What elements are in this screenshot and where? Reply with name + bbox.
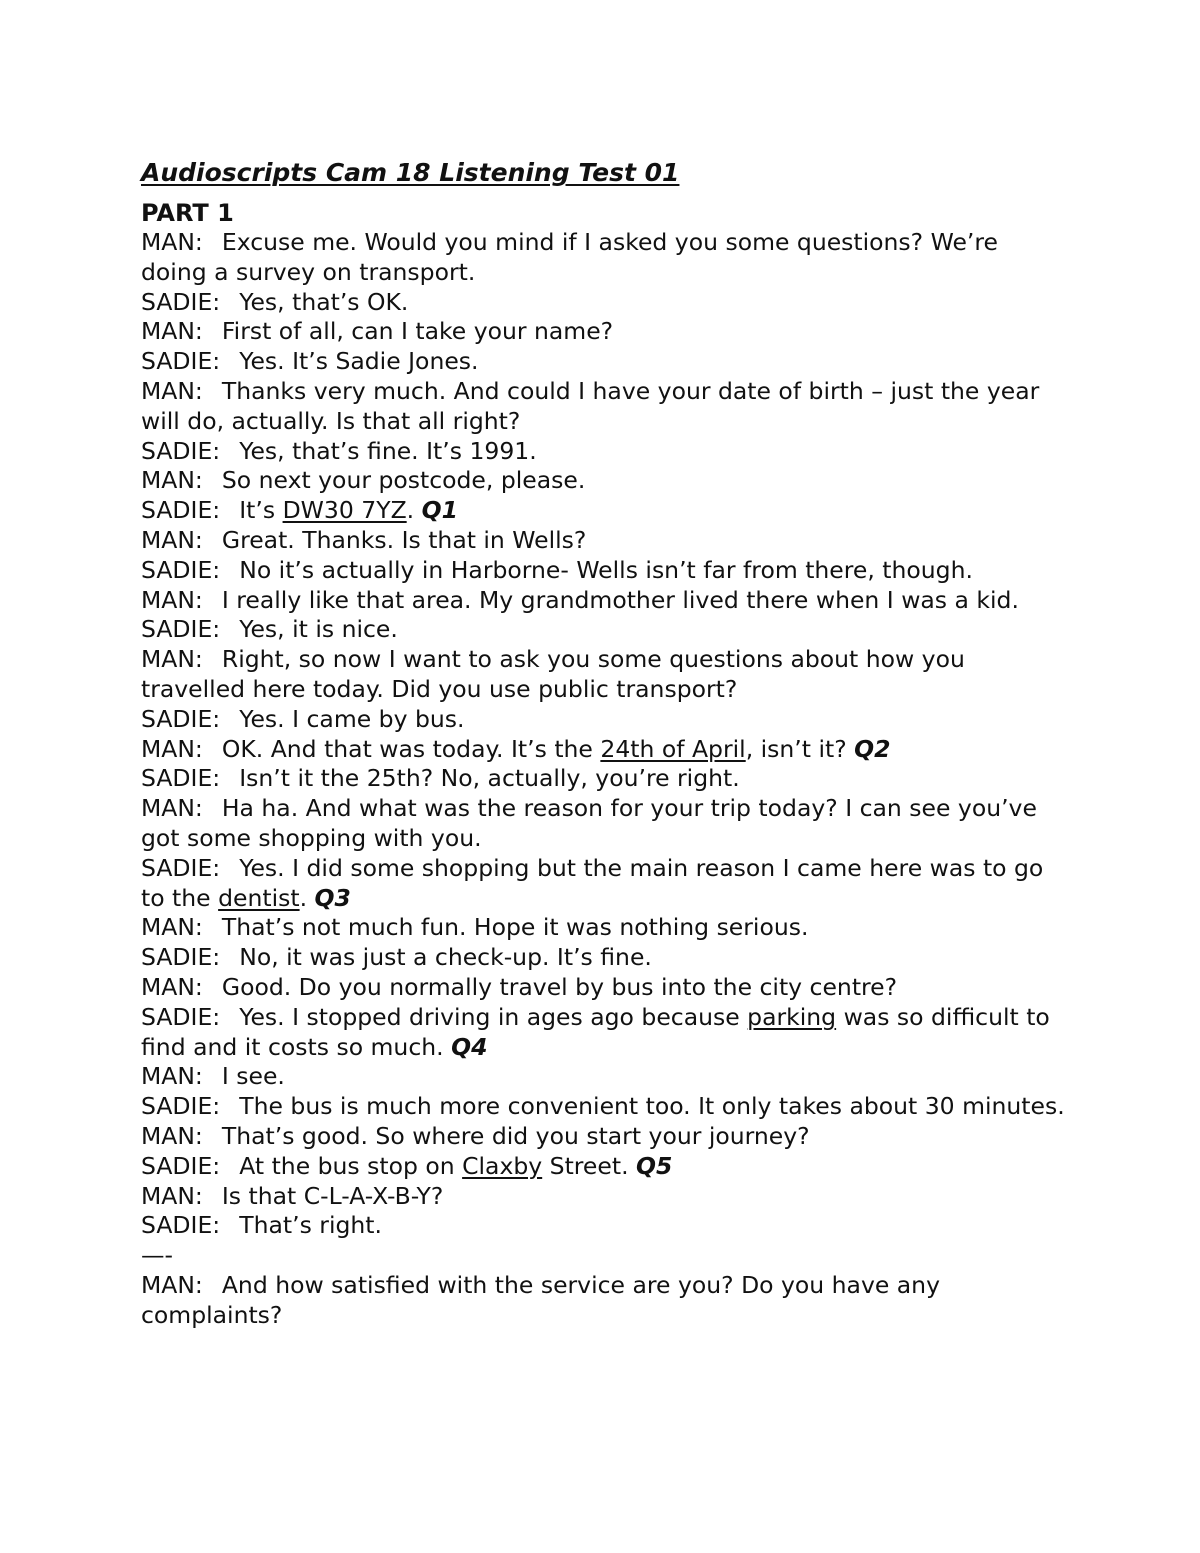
dialogue-line xyxy=(141,1152,1071,1182)
speaker-label: SADIE: xyxy=(141,1211,221,1240)
speaker-label: SADIE: xyxy=(141,853,221,882)
dialogue-line xyxy=(141,556,1071,586)
line-text: I see. xyxy=(221,1062,285,1091)
line-text: was so difficult to find and it costs so much. xyxy=(141,1002,1050,1061)
answer-text: 24th of April xyxy=(600,734,746,763)
speaker-label: SADIE: xyxy=(141,1151,221,1180)
dialogue-line xyxy=(141,854,1071,914)
speaker-label: MAN: xyxy=(141,228,203,256)
speaker-label: MAN: xyxy=(141,585,203,614)
speaker-label: SADIE: xyxy=(141,764,221,793)
speaker-label: SADIE: xyxy=(141,436,221,465)
dialogue-line xyxy=(141,705,1071,735)
dialogue-line xyxy=(141,764,1071,794)
speaker-label: SADIE: xyxy=(141,615,221,644)
line-text: Good. Do you normally travel by bus into the city centre? xyxy=(221,972,898,1001)
line-text: Ha ha. And what was the reason for your trip today? I can see you’ve got some shopping with you. xyxy=(141,794,1037,852)
line-text: , isn’t it? xyxy=(745,734,855,763)
speaker-label: SADIE: xyxy=(141,1002,221,1031)
dialogue-line xyxy=(141,437,1071,467)
speaker-label: MAN: xyxy=(141,913,203,942)
dialogue-line xyxy=(141,526,1071,556)
line-text: OK. And that was today. It’s the xyxy=(221,734,601,763)
part-heading: PART 1 xyxy=(141,199,234,227)
answer-text: Claxby xyxy=(462,1151,543,1180)
dialogue-line xyxy=(141,973,1071,1003)
line-text: Yes, that’s OK. xyxy=(239,287,409,316)
line-text: Yes. I did some shopping but the main reason I came here was to go to the xyxy=(141,853,1044,912)
line-text: Thanks very much. And could I have your date of birth – just the year will do, actually. Is that all right? xyxy=(141,376,1040,435)
dialogue-line xyxy=(141,288,1071,318)
dialogue-line xyxy=(141,913,1071,943)
line-text: That’s not much fun. Hope it was nothing serious. xyxy=(221,913,809,942)
dialogue-line xyxy=(141,943,1071,973)
question-marker: Q2 xyxy=(854,734,891,763)
line-text: It’s xyxy=(239,496,283,525)
line-text: I really like that area. My grandmother lived there when I was a kid. xyxy=(221,585,1019,614)
answer-text: parking xyxy=(747,1002,837,1031)
line-text: And how satisfied with the service are you? Do you have any complaints? xyxy=(141,1270,940,1329)
speaker-label: MAN: xyxy=(141,525,203,554)
line-text: Isn’t it the 25th? No, actually, you’re right. xyxy=(239,764,740,793)
dialogue-line xyxy=(141,1003,1071,1063)
line-text: No it’s actually in Harborne- Wells isn’t far from there, though. xyxy=(239,555,973,584)
dialogue-line xyxy=(141,794,1071,854)
answer-text: DW30 7YZ xyxy=(282,496,407,525)
speaker-label: SADIE: xyxy=(141,347,221,376)
dialogue-line xyxy=(141,496,1071,526)
speaker-label: MAN: xyxy=(141,972,203,1001)
line-text: The bus is much more convenient too. It only takes about 30 minutes. xyxy=(239,1092,1065,1121)
line-text: Right, so now I want to ask you some questions about how you travelled here today. Did you use public transport? xyxy=(141,645,965,703)
line-text: Yes. I stopped driving in ages ago because xyxy=(239,1002,748,1031)
speaker-label: SADIE: xyxy=(141,943,221,972)
dialogue-line xyxy=(141,228,1071,288)
dialogue-line xyxy=(141,735,1071,765)
dialogue-line xyxy=(141,1062,1071,1092)
line-text: Great. Thanks. Is that in Wells? xyxy=(221,525,587,554)
dialogue-line xyxy=(141,615,1071,645)
line-text: So next your postcode, please. xyxy=(221,466,586,495)
dialogue-line xyxy=(141,586,1071,616)
section-separator: —- xyxy=(141,1241,173,1270)
question-marker: Q5 xyxy=(636,1151,673,1180)
dialogue-line xyxy=(141,1122,1071,1152)
question-marker: Q4 xyxy=(451,1032,488,1061)
speaker-label: MAN: xyxy=(141,317,203,346)
line-text: That’s right. xyxy=(239,1211,382,1240)
speaker-label: MAN: xyxy=(141,1062,203,1091)
line-text: First of all, can I take your name? xyxy=(221,317,614,346)
dialogue-line xyxy=(141,347,1071,377)
line-text: Yes. I came by bus. xyxy=(239,704,465,733)
speaker-label: MAN: xyxy=(141,1270,203,1299)
speaker-label: MAN: xyxy=(141,794,203,823)
line-text: That’s good. So where did you start your journey? xyxy=(221,1121,810,1150)
line-text: Street. xyxy=(542,1151,637,1180)
question-marker: Q1 xyxy=(421,496,458,525)
speaker-label: SADIE: xyxy=(141,496,221,525)
speaker-label: SADIE: xyxy=(141,555,221,584)
answer-text: dentist xyxy=(218,883,300,912)
line-text: Yes. It’s Sadie Jones. xyxy=(239,347,479,376)
line-text: Yes, that’s fine. It’s 1991. xyxy=(239,436,537,465)
line-text: . xyxy=(406,496,422,525)
dialogue-line xyxy=(141,645,1071,705)
question-marker: Q3 xyxy=(314,883,351,912)
speaker-label: SADIE: xyxy=(141,704,221,733)
line-text: Excuse me. Would you mind if I asked you some questions? We’re doing a survey on transport. xyxy=(141,228,999,286)
document-title: Audioscripts Cam 18 Listening Test 01 xyxy=(141,158,680,187)
dialogue-line xyxy=(141,1211,1071,1241)
dialogue-line xyxy=(141,317,1071,347)
speaker-label: SADIE: xyxy=(141,287,221,316)
line-text: At the bus stop on xyxy=(239,1151,463,1180)
dialogue-line xyxy=(141,1092,1071,1122)
dialogue xyxy=(141,228,1071,1241)
line-text: Is that C-L-A-X-B-Y? xyxy=(221,1181,444,1210)
document-page xyxy=(141,152,1071,1330)
line-text: Yes, it is nice. xyxy=(239,615,398,644)
speaker-label: MAN: xyxy=(141,466,203,495)
speaker-label: MAN: xyxy=(141,645,203,674)
speaker-label: MAN: xyxy=(141,1121,203,1150)
line-text: No, it was just a check-up. It’s fine. xyxy=(239,943,652,972)
line-text: . xyxy=(299,883,315,912)
speaker-label: MAN: xyxy=(141,376,203,405)
dialogue-line xyxy=(141,1271,1071,1331)
speaker-label: MAN: xyxy=(141,1181,203,1210)
speaker-label: MAN: xyxy=(141,734,203,763)
speaker-label: SADIE: xyxy=(141,1092,221,1121)
dialogue-line xyxy=(141,466,1071,496)
dialogue-line xyxy=(141,1182,1071,1212)
dialogue-line xyxy=(141,377,1071,437)
